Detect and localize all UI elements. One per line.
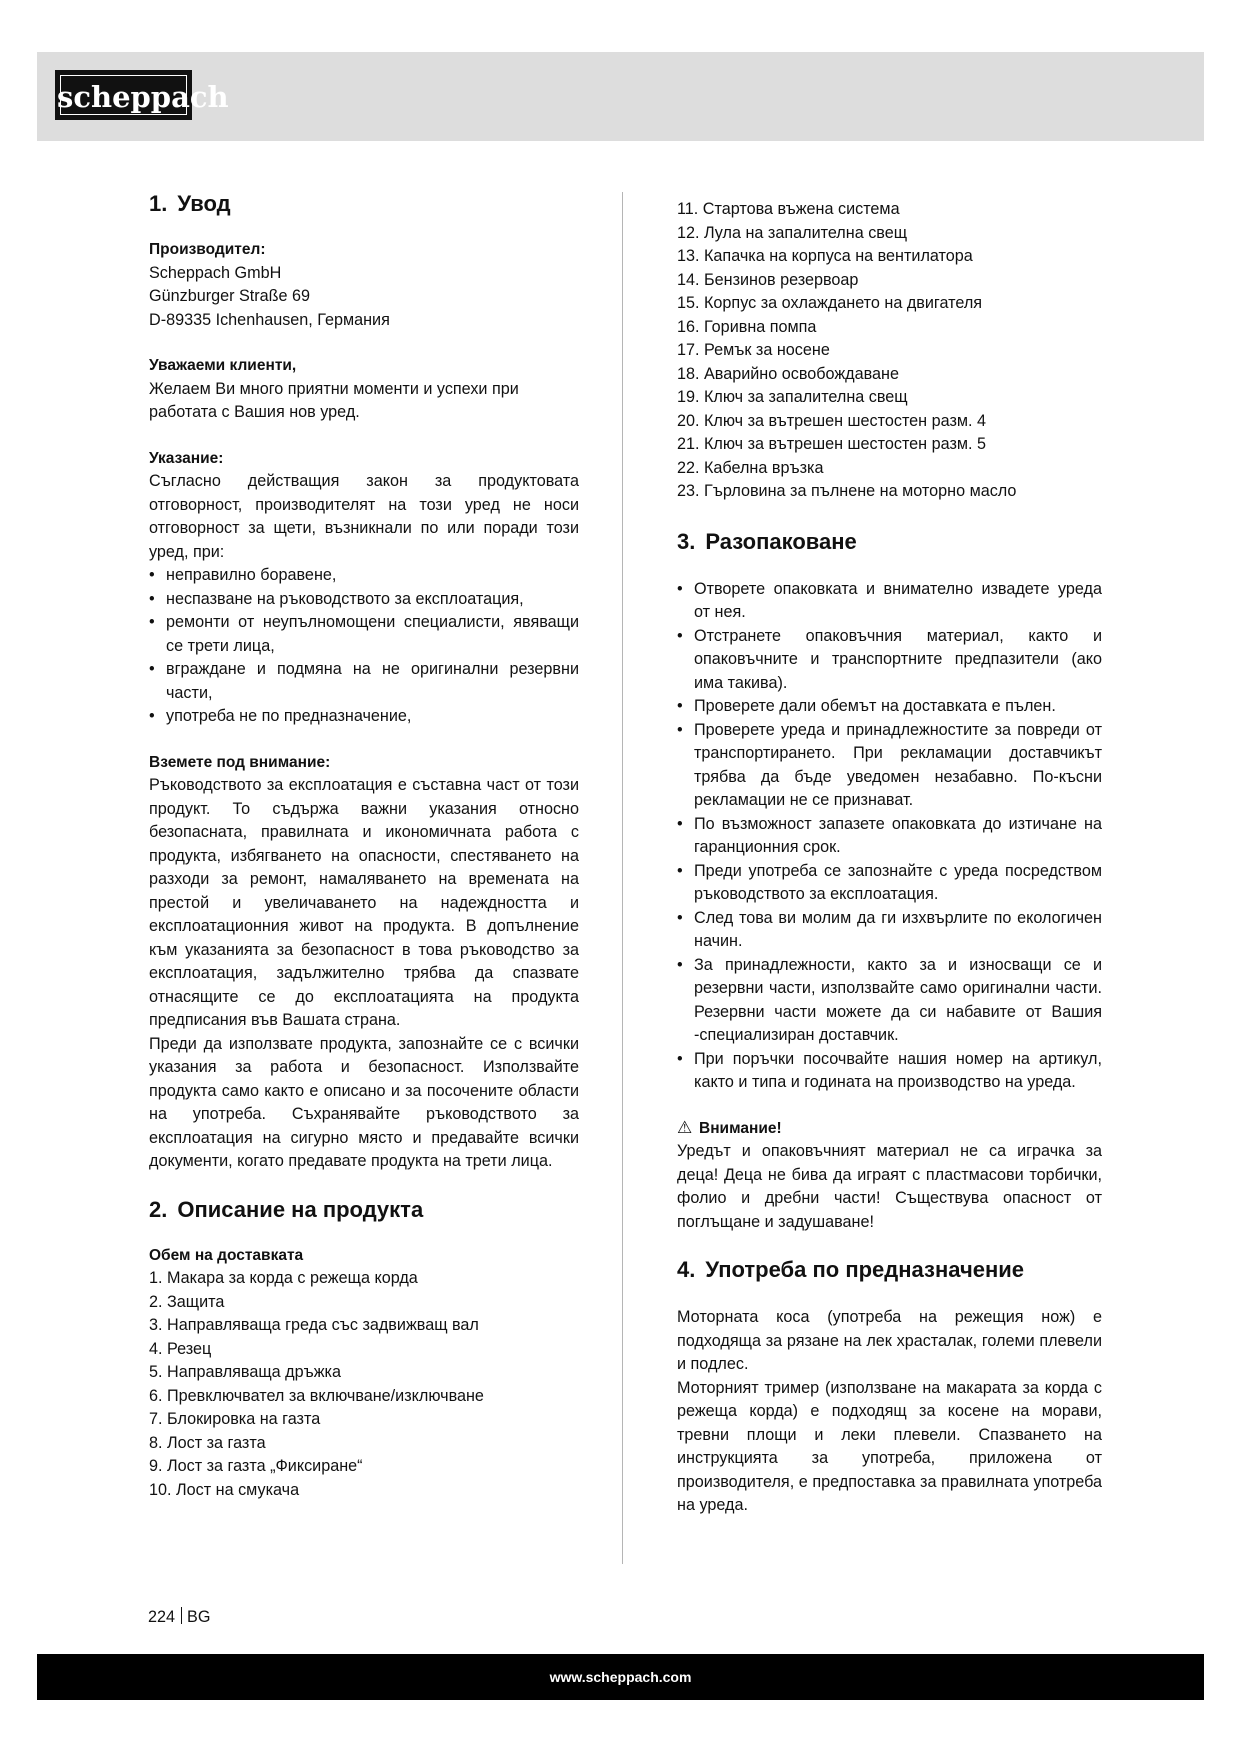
page-number-separator — [181, 1607, 182, 1624]
list-item: 2. Защита — [149, 1292, 225, 1311]
page-number-value: 224 — [148, 1608, 176, 1626]
list-item: 18. Аварийно освобождаване — [677, 364, 899, 383]
section-2-title: Описание на продукта — [177, 1196, 424, 1222]
column-divider — [622, 192, 623, 1564]
list-item: • По възможност запазете опаковката до изтичане на гаранционния срок. — [677, 813, 1102, 860]
list-item: • При поръчки посочвайте нашия номер на артикул, както и типа и годината на производство на уреда. — [677, 1048, 1102, 1095]
right-column — [677, 198, 1102, 1518]
section-4-number: 4. — [677, 1257, 696, 1282]
list-item: 21. Ключ за вътрешен шестостен разм. 5 — [677, 435, 986, 453]
note-list — [149, 564, 579, 729]
customers-text: Желаем Ви много приятни моменти и успехи при работата с Вашия нов уред. — [149, 379, 519, 421]
intended-use-text: Моторният тример (използване на макарата за корда с режеща корда) е подходящ за косене на морави, тревни площи и леки плевели. Спазването на инструкцията за употреба, приложена от производителя, е предпоставка за правилната употреба на уреда. — [677, 1378, 1102, 1514]
intended-use-text: Моторната коса (употреба на режещия нож) е подходяща за рязане на лек храсталак, големи плевели и подлес. — [677, 1308, 1102, 1373]
list-item: 17. Ремък за носене — [677, 341, 830, 359]
section-3-title: Разопаковане — [705, 528, 857, 554]
section-4-title: Употреба по предназначение — [705, 1257, 1025, 1282]
section-1-title: Увод — [177, 191, 231, 216]
warning-title — [677, 1117, 1102, 1141]
unpacking-list — [677, 578, 1102, 1095]
list-item: • За принадлежности, както за и износващи се и резервни части, използвайте само оригинални части. Резервни части можете да си набавите от Вашия -специализиран доставчик. — [677, 954, 1102, 1048]
section-2-heading — [149, 1196, 579, 1224]
list-item: 20. Ключ за вътрешен шестостен разм. 4 — [677, 411, 986, 430]
list-item: 5. Направляваща дръжка — [149, 1363, 341, 1381]
list-item: • Преди употреба се запознайте с уреда посредством ръководството за експлоатация. — [677, 860, 1102, 907]
list-item: • След това ви молим да ги изхвърлите по екологичен начин. — [677, 907, 1102, 954]
section-2-number: 2. — [149, 1196, 168, 1222]
list-item: 15. Корпус за охлаждането на двигателя — [677, 294, 983, 312]
list-item: 1. Макара за корда с режеща корда — [149, 1269, 418, 1287]
parts-list-continued — [677, 198, 1102, 504]
note-text: Съгласно действащия закон за продуктовата отговорност, производителят на този уред не носи отговорност за щети, възникнали по или поради този уред, при: — [149, 472, 579, 561]
list-item: • Проверете уреда и принадлежностите за повреди от транспортирането. При рекламации доставчикът трябва да бъде уведомен незабавно. По-късни рекламации не се признават. — [677, 719, 1102, 813]
list-item: 7. Блокировка на газта — [149, 1410, 321, 1428]
list-item: 6. Превключвател за включване/изключване — [149, 1386, 484, 1405]
footer-url: www.scheppach.com — [549, 1669, 692, 1685]
list-item: 3. Направляваща греда със задвижващ вал — [149, 1316, 479, 1334]
list-item: 9. Лост за газта „Фиксиране“ — [149, 1457, 363, 1475]
warning-text: Уредът и опаковъчният материал не са играчка за деца! Деца не бива да играят с пластмасови торбички, фолио и дребни части! Съществува опасност от поглъщане и задушаване! — [677, 1142, 1102, 1231]
manufacturer-line: Scheppach GmbH — [149, 263, 282, 282]
list-item: 8. Лост за газта — [149, 1433, 266, 1452]
list-item: • вграждане и подмяна на не оригинални резервни части, — [149, 658, 579, 705]
footer-band — [37, 1654, 1204, 1700]
list-item: • неправилно боравене, — [149, 564, 579, 588]
manufacturer-line: D-89335 Ichenhausen, Германия — [149, 310, 390, 329]
customers-label: Уважаеми клиенти, — [149, 357, 297, 374]
list-item: • употреба не по предназначение, — [149, 705, 579, 729]
page-number — [148, 1606, 210, 1628]
list-item: 23. Гърловина за пълнене на моторно масло — [677, 482, 1017, 500]
page-language: BG — [187, 1608, 211, 1626]
list-item: • неспазване на ръководството за експлоатация, — [149, 588, 579, 612]
scope-label: Обем на доставката — [149, 1246, 304, 1264]
left-column — [149, 190, 579, 1502]
list-item: • Проверете дали обемът на доставката е пълен. — [677, 695, 1102, 719]
list-item: • Отстранете опаковъчния материал, както и опаковъчните и транспортните предпазители (ако има такива). — [677, 625, 1102, 696]
list-item: 4. Резец — [149, 1339, 212, 1358]
attention-text: Ръководството за експлоатация е съставна част от този продукт. То съдържа важни указания относно безопасната, правилната и икономичната работа с продукта, избягването на опасности, спестяването на разходи за ремонт, намаляването на времената на престой и увеличаването на надеждността и експлоатационния живот на продукта. В допълнение към указанията за безопасност в това ръководство за експлоатация, задължително трябва да спазвате отнасящите се до експлоатацията на продукта предписания във Вашата страна. — [149, 776, 579, 1029]
list-item: 19. Ключ за запалителна свещ — [677, 388, 908, 406]
section-1-number: 1. — [149, 191, 168, 216]
brand-logo: scheppach — [55, 70, 192, 120]
section-4-heading — [677, 1256, 1102, 1284]
attention-text: Преди да използвате продукта, запознайте се с всички указания за работа и безопасност. Използвайте продукта само както е описано и за посочените области на употреба. Съхранявайте ръководството за експлоатация на сигурно място и предавайте всички документи, когато предавате продукта на трети лица. — [149, 1034, 579, 1170]
list-item: 13. Капачка на корпуса на вентилатора — [677, 247, 973, 265]
list-item: • ремонти от неупълномощени специалисти, явяващи се трети лица, — [149, 611, 579, 658]
section-1-heading — [149, 190, 579, 218]
warning-label: Внимание! — [699, 1119, 782, 1137]
parts-list — [149, 1267, 579, 1502]
warning-triangle-icon: ⚠ — [677, 1118, 693, 1138]
note-label: Указание: — [149, 449, 224, 467]
list-item: 12. Лула на запалителна свещ — [677, 223, 908, 242]
section-3-number: 3. — [677, 528, 696, 554]
manufacturer-line: Günzburger Straße 69 — [149, 287, 311, 305]
list-item: 11. Стартова въжена система — [677, 200, 900, 218]
list-item: 16. Горивна помпа — [677, 317, 817, 336]
list-item: 22. Кабелна връзка — [677, 458, 824, 477]
list-item: 10. Лост на смукача — [149, 1480, 300, 1499]
attention-label: Вземете под внимание: — [149, 753, 331, 771]
manufacturer-label: Производител: — [149, 241, 266, 258]
list-item: • Отворете опаковката и внимателно извадете уреда от нея. — [677, 578, 1102, 625]
list-item: 14. Бензинов резервоар — [677, 270, 859, 289]
section-3-heading — [677, 528, 1102, 556]
